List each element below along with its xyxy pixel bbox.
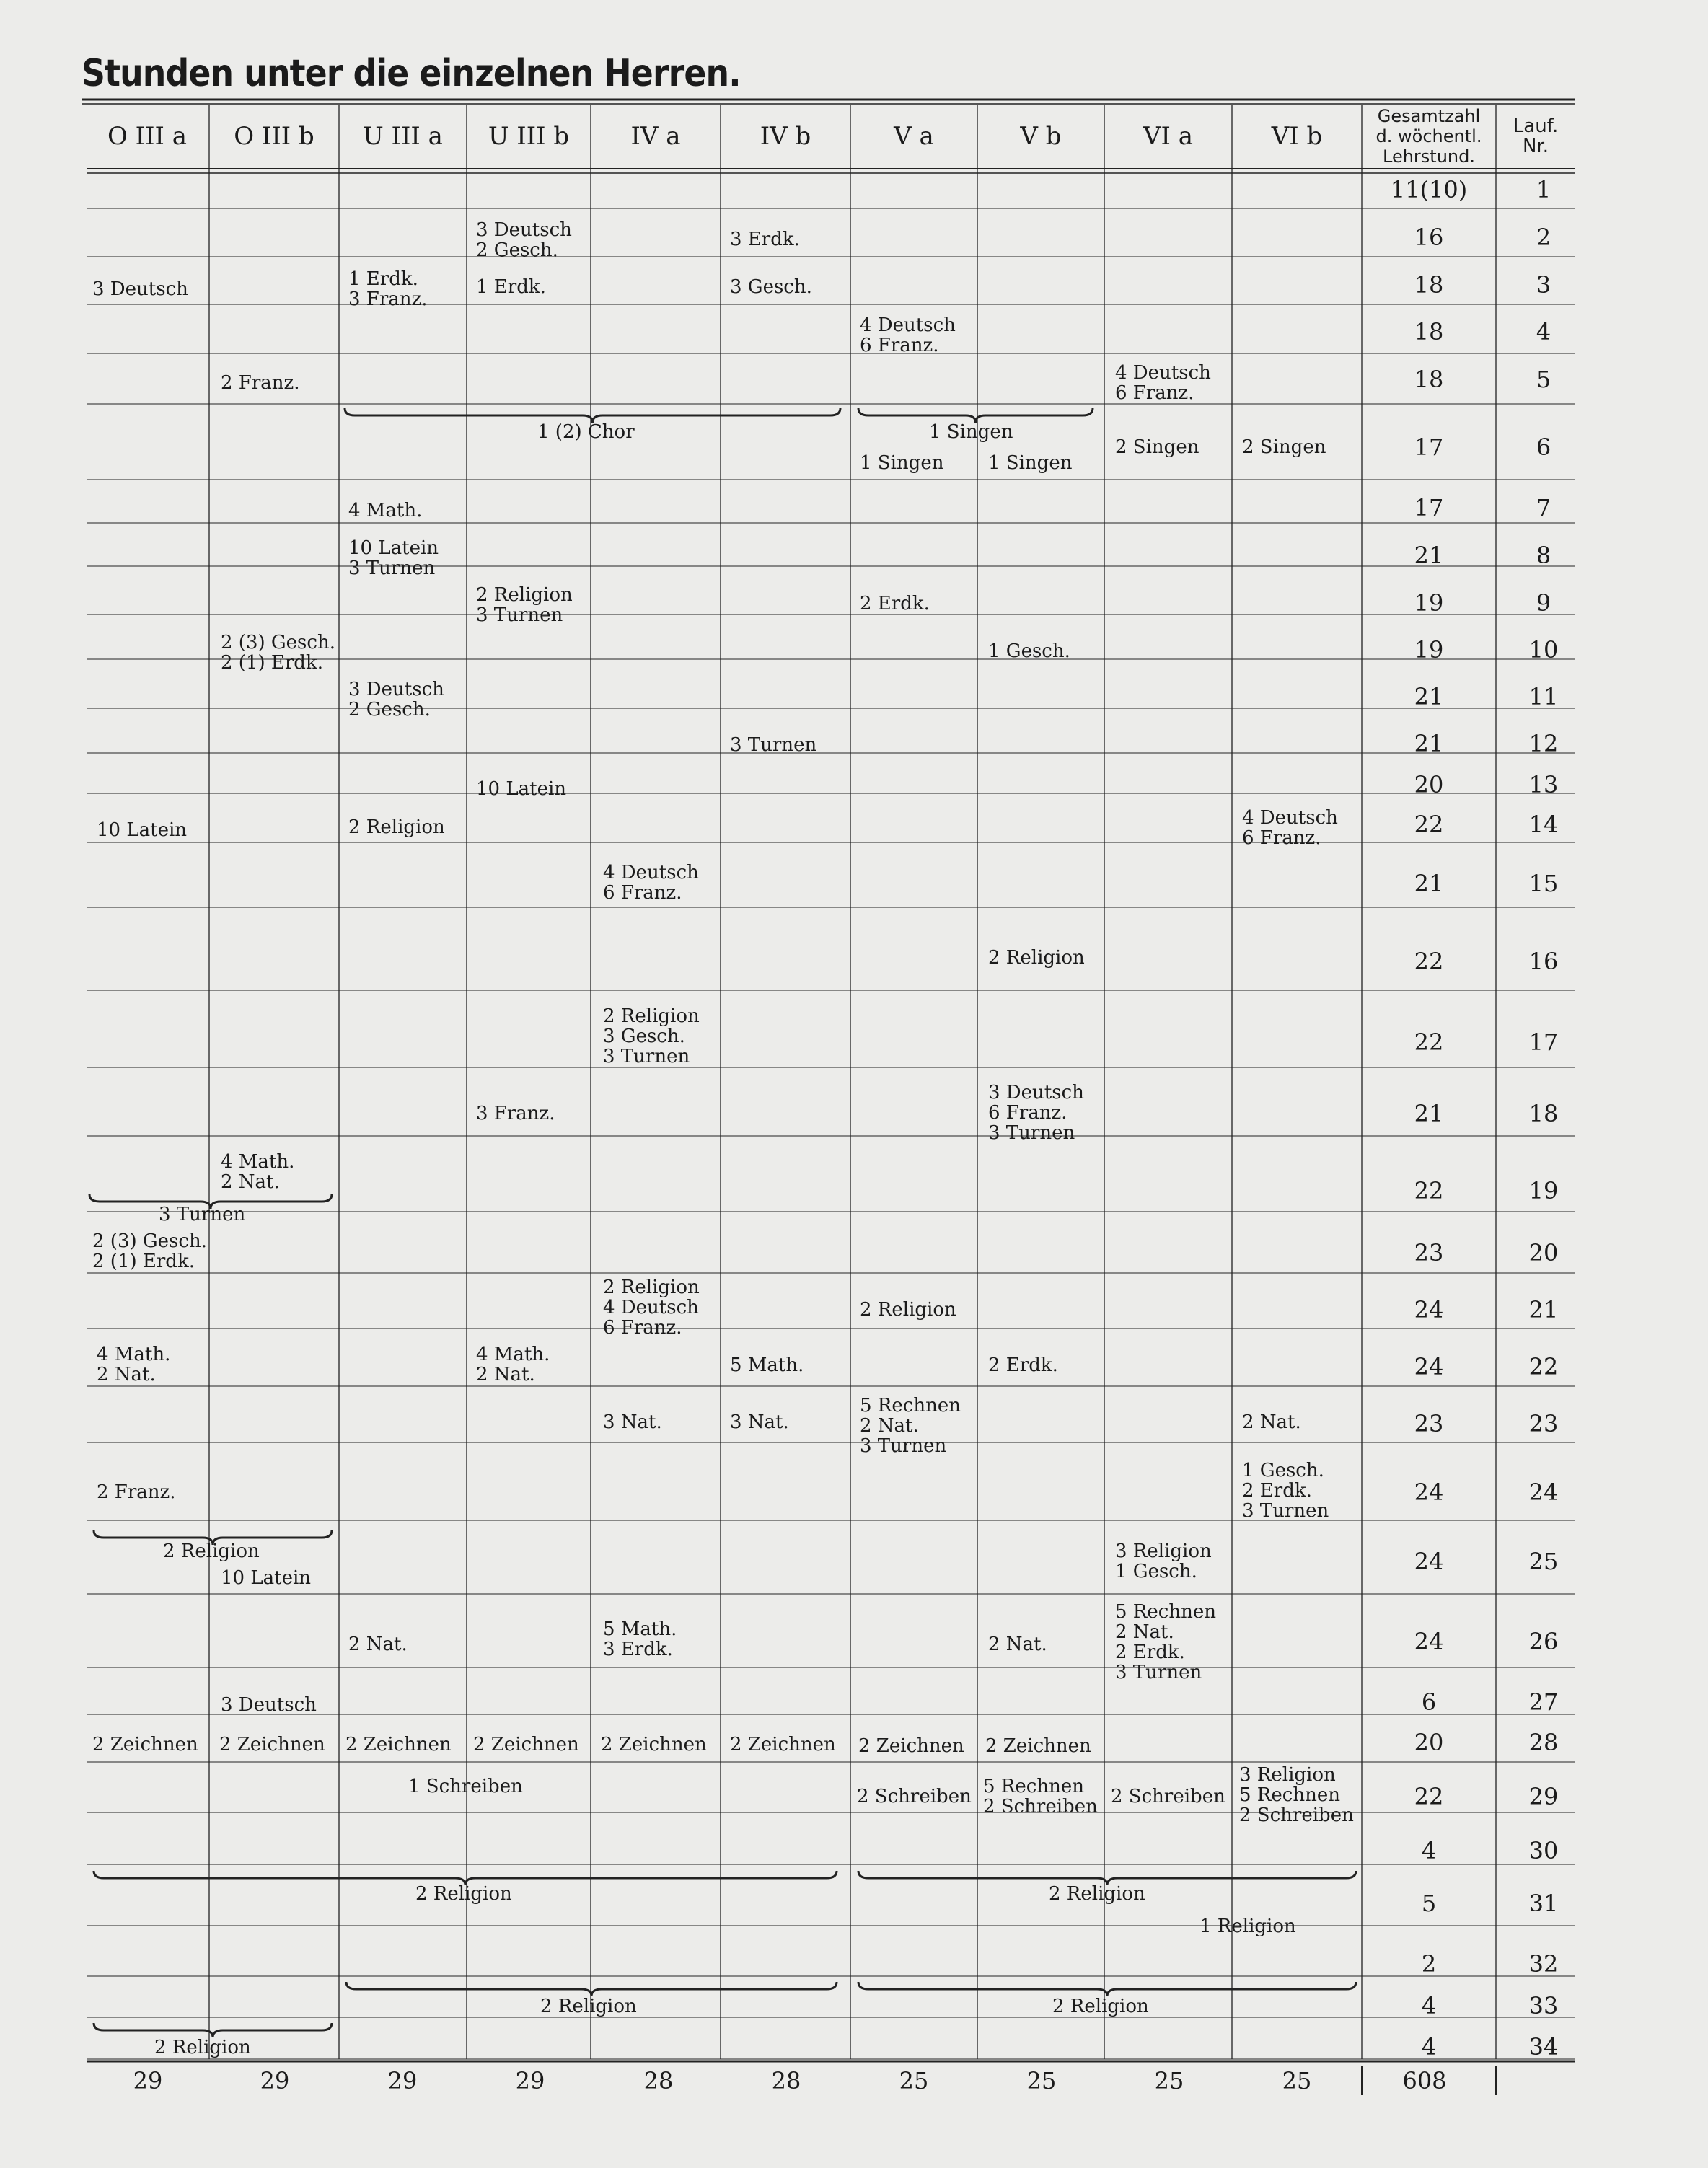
row-total: 17 (1414, 494, 1444, 521)
row-total: 24 (1414, 1479, 1444, 1506)
cell-entry: 2 Nat. (988, 1634, 1047, 1655)
row-total: 24 (1414, 1628, 1444, 1655)
row-number: 3 (1536, 271, 1551, 299)
row-number: 21 (1528, 1296, 1559, 1323)
header-u3b: U III b (488, 122, 570, 151)
cell-entry: 2 Franz. (97, 1481, 176, 1503)
row-number: 8 (1536, 542, 1551, 569)
cell-entry: 2 Erdk. (988, 1354, 1058, 1376)
row-total: 22 (1414, 948, 1444, 975)
cell-entry: 2 Religion (860, 1299, 956, 1321)
row-number: 17 (1528, 1028, 1559, 1056)
column-sum: 25 (1154, 2067, 1184, 2094)
cell-entry: 2 Nat. (1242, 1411, 1301, 1433)
row-total: 19 (1414, 589, 1444, 617)
group-brace (858, 1982, 1356, 1996)
header-6a: VI a (1143, 122, 1194, 151)
cell-entry: 3 Deutsch 2 Gesch. (348, 679, 444, 721)
row-number: 13 (1528, 771, 1559, 798)
cell-entry: 2 Religion (163, 1541, 260, 1562)
cell-entry: 2 Nat. (348, 1634, 408, 1655)
cell-entry: 2 Zeichnen (92, 1734, 198, 1755)
row-total: 2 (1421, 1950, 1437, 1978)
row-total: 18 (1414, 366, 1444, 393)
cell-entry: 1 Schreiben (408, 1776, 523, 1797)
cell-entry: 2 Franz. (221, 372, 300, 394)
cell-entry: 2 Zeichnen (473, 1734, 579, 1755)
row-number: 14 (1528, 811, 1559, 838)
row-total: 22 (1414, 1028, 1444, 1056)
group-brace (345, 408, 840, 423)
header-gesamtzahl: Gesamtzahl d. wöchentl. Lehrstund. (1375, 106, 1482, 167)
row-number: 20 (1528, 1239, 1559, 1266)
row-number: 15 (1528, 870, 1559, 897)
cell-entry: 2 (3) Gesch. 2 (1) Erdk. (221, 632, 335, 674)
group-brace (94, 2023, 332, 2037)
cell-entry: 4 Deutsch 6 Franz. (1242, 807, 1338, 849)
row-total: 4 (1421, 2033, 1437, 2061)
row-number: 23 (1528, 1410, 1559, 1437)
row-total: 24 (1414, 1296, 1444, 1323)
cell-entry: 3 Religion 1 Gesch. (1115, 1541, 1212, 1582)
grand-total: 608 (1402, 2067, 1447, 2094)
header-4a: IV a (630, 122, 681, 151)
row-total: 19 (1414, 636, 1444, 664)
cell-entry: 2 Religion (154, 2037, 251, 2058)
row-total: 6 (1421, 1688, 1437, 1716)
cell-entry: 1 Erdk. 3 Franz. (348, 268, 428, 310)
column-sum: 29 (133, 2067, 163, 2094)
row-total: 4 (1421, 1992, 1437, 2019)
row-total: 20 (1414, 1729, 1444, 1756)
cell-entry: 1 Religion (1199, 1916, 1296, 1937)
row-total: 24 (1414, 1548, 1444, 1575)
cell-entry: 3 Deutsch 6 Franz. 3 Turnen (988, 1082, 1084, 1144)
row-total: 16 (1414, 224, 1444, 251)
cell-entry: 2 (3) Gesch. 2 (1) Erdk. (92, 1230, 207, 1272)
row-number: 2 (1536, 224, 1551, 251)
cell-entry: 10 Latein (476, 778, 567, 800)
header-o3a: O III a (107, 122, 188, 151)
cell-entry: 5 Rechnen 2 Schreiben (983, 1776, 1098, 1817)
cell-entry: 1 Erdk. (476, 276, 546, 298)
row-total: 21 (1414, 1100, 1444, 1127)
cell-entry: 3 Gesch. (730, 276, 812, 298)
row-total: 22 (1414, 1783, 1444, 1810)
row-number: 9 (1536, 589, 1551, 617)
row-total: 18 (1414, 318, 1444, 345)
row-number: 31 (1528, 1890, 1559, 1917)
row-number: 24 (1528, 1479, 1559, 1506)
cell-entry: 1 (2) Chor (537, 421, 635, 443)
row-number: 7 (1536, 494, 1551, 521)
row-total: 22 (1414, 1177, 1444, 1204)
cell-entry: 2 Singen (1242, 436, 1326, 458)
row-number: 29 (1528, 1783, 1559, 1810)
cell-entry: 3 Franz. (476, 1103, 555, 1124)
row-total: 4 (1421, 1837, 1437, 1864)
row-number: 11 (1528, 683, 1559, 710)
cell-entry: 3 Nat. (603, 1411, 662, 1433)
group-brace (858, 408, 1093, 423)
row-total: 17 (1414, 433, 1444, 461)
row-total: 21 (1414, 683, 1444, 710)
row-total: 21 (1414, 870, 1444, 897)
cell-entry: 2 Zeichnen (345, 1734, 452, 1755)
row-number: 26 (1528, 1628, 1559, 1655)
cell-entry: 3 Nat. (730, 1411, 789, 1433)
row-total: 21 (1414, 730, 1444, 757)
cell-entry: 2 Religion (540, 1996, 637, 2017)
cell-entry: 3 Deutsch (221, 1694, 317, 1716)
row-number: 32 (1528, 1950, 1559, 1978)
row-number: 10 (1528, 636, 1559, 664)
cell-entry: 2 Religion (348, 816, 445, 838)
row-total: 18 (1414, 271, 1444, 299)
row-total: 24 (1414, 1353, 1444, 1380)
row-total: 20 (1414, 771, 1444, 798)
cell-entry: 10 Latein 3 Turnen (348, 537, 439, 579)
cell-entry: 2 Schreiben (857, 1786, 972, 1807)
cell-entry: 2 Religion 3 Turnen (476, 584, 573, 626)
cell-entry: 2 Zeichnen (858, 1735, 964, 1757)
cell-entry: 4 Deutsch 6 Franz. (603, 862, 699, 904)
cell-entry: 3 Religion 5 Rechnen 2 Schreiben (1239, 1764, 1354, 1826)
row-number: 18 (1528, 1100, 1559, 1127)
row-number: 28 (1528, 1729, 1559, 1756)
cell-entry: 1 Gesch. 2 Erdk. 3 Turnen (1242, 1460, 1329, 1522)
cell-entry: 1 Singen (929, 421, 1013, 443)
cell-entry: 4 Math. 2 Nat. (221, 1151, 295, 1193)
group-brace (346, 1982, 837, 1996)
row-number: 19 (1528, 1177, 1559, 1204)
header-o3b: O III b (234, 122, 314, 151)
cell-entry: 2 Zeichnen (985, 1735, 1091, 1757)
cell-entry: 5 Math. 3 Erdk. (603, 1618, 677, 1660)
cell-entry: 3 Turnen (730, 734, 817, 756)
cell-entry: 4 Math. (348, 500, 423, 521)
cell-entry: 2 Religion 3 Gesch. 3 Turnen (603, 1005, 700, 1067)
cell-entry: 10 Latein (97, 819, 188, 841)
cell-entry: 10 Latein (221, 1567, 312, 1589)
cell-entry: 3 Turnen (159, 1204, 246, 1225)
column-sum: 25 (899, 2067, 929, 2094)
cell-entry: 2 Religion (1049, 1883, 1145, 1905)
cell-entry: 2 Religion (415, 1883, 512, 1905)
row-number: 34 (1528, 2033, 1559, 2061)
cell-entry: 4 Deutsch 6 Franz. (860, 314, 956, 356)
header-4b: IV b (760, 122, 811, 151)
cell-entry: 2 Religion 4 Deutsch 6 Franz. (603, 1277, 700, 1339)
cell-entry: 1 Singen (988, 452, 1073, 474)
cell-entry: 2 Zeichnen (219, 1734, 325, 1755)
column-sum: 29 (515, 2067, 545, 2094)
column-sum: 25 (1282, 2067, 1312, 2094)
row-number: 30 (1528, 1837, 1559, 1864)
row-total: 21 (1414, 542, 1444, 569)
cell-entry: 4 Math. 2 Nat. (97, 1344, 171, 1385)
cell-entry: 5 Rechnen 2 Nat. 2 Erdk. 3 Turnen (1115, 1601, 1216, 1683)
row-number: 5 (1536, 366, 1551, 393)
row-number: 12 (1528, 730, 1559, 757)
header-6b: VI b (1271, 122, 1323, 151)
header-5b: V b (1020, 122, 1062, 151)
row-total: 22 (1414, 811, 1444, 838)
header-u3a: U III a (363, 122, 443, 151)
column-sum: 25 (1026, 2067, 1057, 2094)
row-total: 11(10) (1390, 176, 1468, 203)
cell-entry: 2 Religion (1052, 1996, 1149, 2017)
cell-entry: 4 Math. 2 Nat. (476, 1344, 550, 1385)
column-sum: 29 (260, 2067, 290, 2094)
cell-entry: 1 Singen (860, 452, 944, 474)
header-laufnr: Lauf. Nr. (1513, 115, 1559, 157)
cell-entry: 3 Deutsch (92, 278, 188, 300)
cell-entry: 2 Erdk. (860, 593, 930, 614)
row-number: 1 (1536, 176, 1551, 203)
row-number: 16 (1528, 948, 1559, 975)
page-title: Stunden unter die einzelnen Herren. (82, 52, 741, 95)
row-number: 27 (1528, 1688, 1559, 1716)
cell-entry: 2 Schreiben (1111, 1786, 1225, 1807)
row-total: 5 (1421, 1890, 1437, 1917)
row-number: 4 (1536, 318, 1551, 345)
cell-entry: 5 Math. (730, 1354, 804, 1376)
cell-entry: 2 Religion (988, 947, 1085, 969)
row-number: 33 (1528, 1992, 1559, 2019)
cell-entry: 3 Erdk. (730, 229, 800, 250)
cell-entry: 1 Gesch. (988, 640, 1070, 662)
row-total: 23 (1414, 1239, 1444, 1266)
cell-entry: 4 Deutsch 6 Franz. (1115, 362, 1211, 404)
row-total: 23 (1414, 1410, 1444, 1437)
cell-entry: 2 Zeichnen (730, 1734, 836, 1755)
row-number: 25 (1528, 1548, 1559, 1575)
column-sum: 28 (771, 2067, 801, 2094)
cell-entry: 2 Singen (1115, 436, 1199, 458)
cell-entry: 2 Zeichnen (601, 1734, 707, 1755)
column-sum: 28 (643, 2067, 674, 2094)
cell-entry: 5 Rechnen 2 Nat. 3 Turnen (860, 1395, 961, 1457)
row-number: 6 (1536, 433, 1551, 461)
column-sum: 29 (387, 2067, 418, 2094)
header-5a: V a (894, 122, 934, 151)
row-number: 22 (1528, 1353, 1559, 1380)
cell-entry: 3 Deutsch 2 Gesch. (476, 219, 572, 261)
